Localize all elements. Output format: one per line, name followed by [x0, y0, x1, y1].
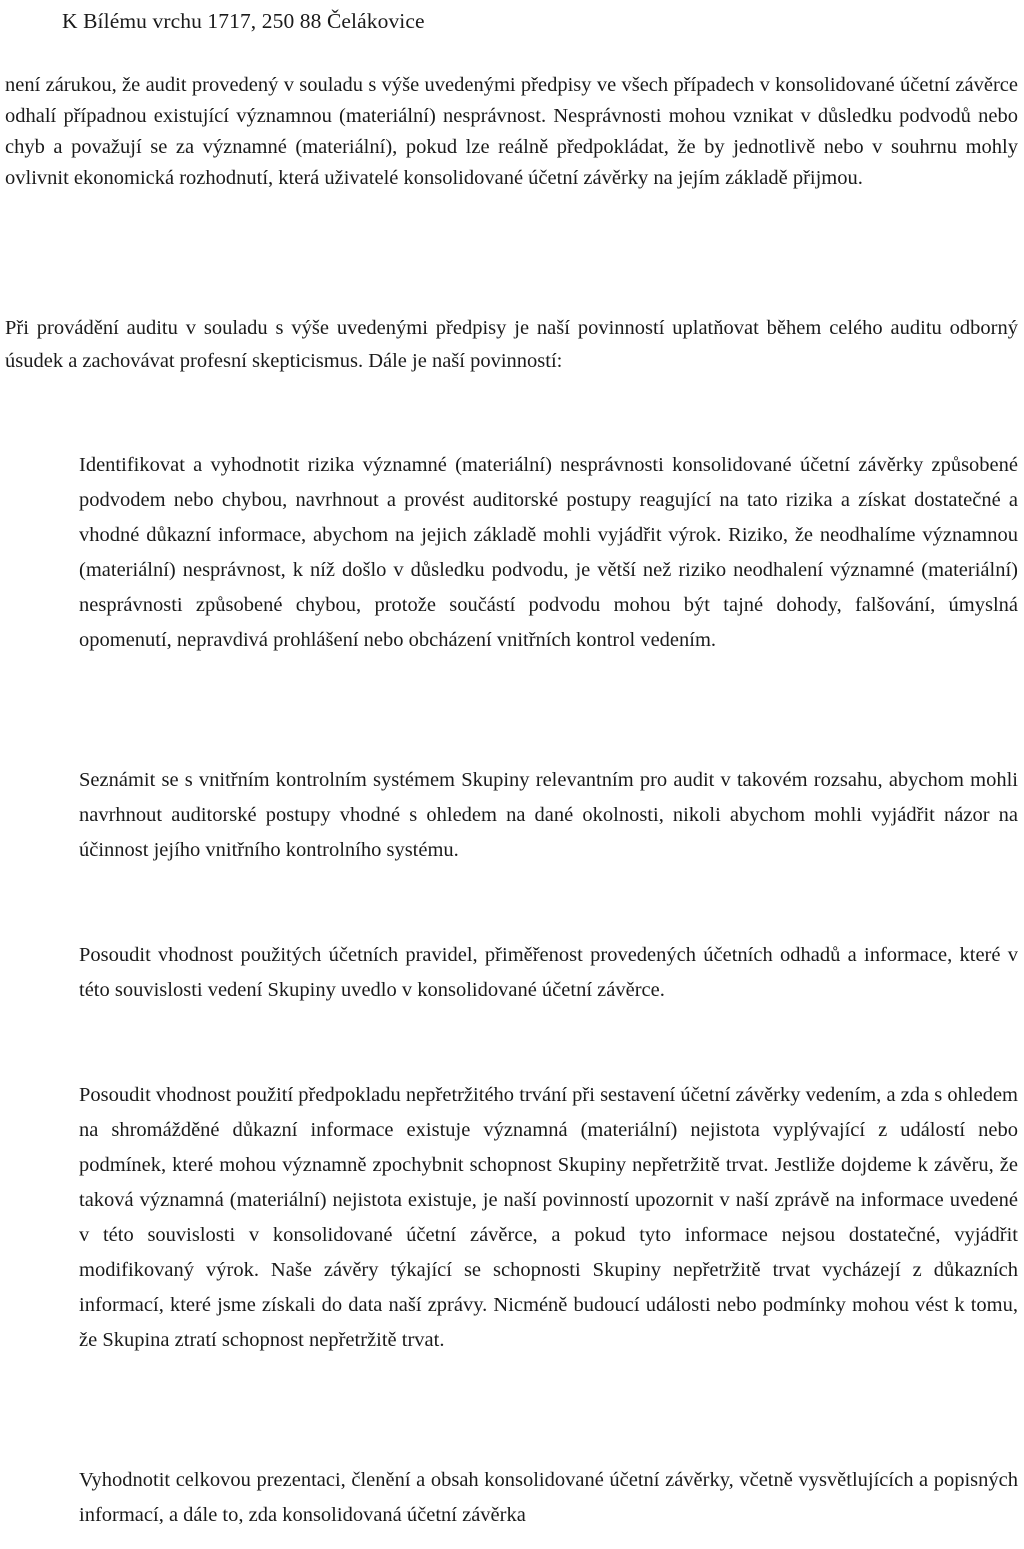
paragraph-audit-assurance: není zárukou, že audit provedený v souladu s výše uvedenými předpisy ve všech případech v konsolidované účetní závěrce odhalí případnou existující významnou (materiální) nesprávnost. Nesprávnosti mohou vznikat v důsledku podvodů nebo chyb a považují se za významné (materiální), pokud lze reálně předpokládat, že by jednotlivě nebo v souhrnu mohly ovlivnit ekonomická rozhodnutí, která uživatelé konsolidované účetní závěrky na jejím základě přijmou.	[5, 74, 1018, 189]
paragraph-auditor-duties-intro: Při provádění auditu v souladu s výše uvedenými předpisy je naší povinností uplatňovat během celého auditu odborný úsudek a zachovávat profesní skepticismus. Dále je naší povinností:	[5, 317, 1018, 372]
duty-accounting-policies: Posoudit vhodnost použitých účetních pravidel, přiměřenost provedených účetních odhadů a informace, které v této souvislosti vedení Skupiny uvedlo v konsolidované účetní závěrce.	[79, 944, 1018, 1001]
duty-internal-control: Seznámit se s vnitřním kontrolním systémem Skupiny relevantním pro audit v takovém rozsahu, abychom mohli navrhnout auditorské postupy vhodné s ohledem na dané okolnosti, nikoli abychom mohli vyjádřit názor na účinnost jejího vnitřního kontrolního systému.	[79, 769, 1018, 861]
page-header-address: K Bílému vrchu 1717, 250 88 Čelákovice	[62, 9, 425, 33]
duty-identify-risks: Identifikovat a vyhodnotit rizika významné (materiální) nesprávnosti konsolidované účetní závěrky způsobené podvodem nebo chybou, navrhnout a provést auditorské postupy reagující na tato rizika a získat dostatečné a vhodné důkazní informace, abychom na jejich základě mohli vyjádřit výrok. Riziko, že neodhalíme významnou (materiální) nesprávnost, k níž došlo v důsledku podvodu, je větší než riziko neodhalení významné (materiální) nesprávnosti způsobené chybou, protože součástí podvodu mohou být tajné dohody, falšování, úmyslná opomenutí, nepravdivá prohlášení nebo obcházení vnitřních kontrol vedením.	[79, 454, 1018, 651]
duty-overall-presentation: Vyhodnotit celkovou prezentaci, členění a obsah konsolidované účetní závěrky, včetně vysvětlujících a popisných informací, a dále to, zda konsolidovaná účetní závěrka	[79, 1469, 1018, 1526]
duty-going-concern: Posoudit vhodnost použití předpokladu nepřetržitého trvání při sestavení účetní závěrky vedením, a zda s ohledem na shromážděné důkazní informace existuje významná (materiální) nejistota vyplývající z událostí nebo podmínek, které mohou významně zpochybnit schopnost Skupiny nepřetržitě trvat. Jestliže dojdeme k závěru, že taková významná (materiální) nejistota existuje, je naší povinností upozornit v naší zprávě na informace uvedené v této souvislosti v konsolidované účetní závěrce, a pokud tyto informace nejsou dostatečné, vyjádřit modifikovaný výrok. Naše závěry týkající se schopnosti Skupiny nepřetržitě trvat vycházejí z důkazních informací, které jsme získali do data naší zprávy. Nicméně budoucí události nebo podmínky mohou vést k tomu, že Skupina ztratí schopnost nepřetržitě trvat.	[79, 1084, 1018, 1351]
